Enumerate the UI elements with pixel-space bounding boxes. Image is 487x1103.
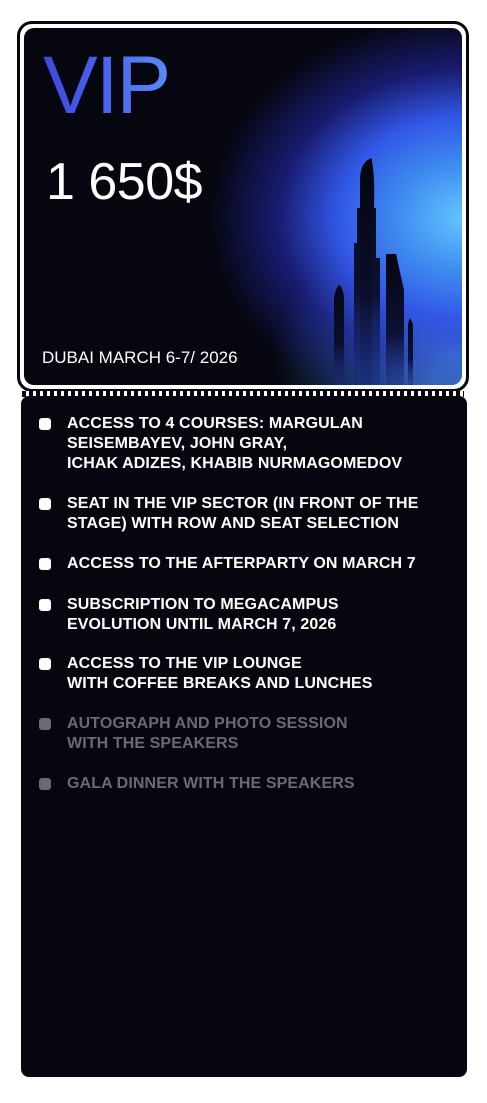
small-tower-shape — [408, 318, 413, 385]
included-bullet-icon — [39, 418, 51, 430]
left-tower-shape — [334, 285, 344, 385]
perk-text: SEAT IN THE VIP SECTOR (IN FRONT OF THE STAGE) WITH ROW AND SEAT SELECTION — [67, 495, 419, 532]
perk-text: AUTOGRAPH AND PHOTO SESSION WITH THE SPEAKERS — [67, 715, 348, 752]
perk-text: GALA DINNER WITH THE SPEAKERS — [67, 775, 355, 792]
perk-text: ACCESS TO 4 COURSES: MARGULAN SEISEMBAYEV, JOHN GRAY, ICHAK ADIZES, KHABIB NURMAGOMEDOV — [67, 415, 403, 472]
excluded-bullet-icon — [39, 718, 51, 730]
ticket-header-card — [17, 21, 469, 392]
ticket-tier-title: VIP — [43, 40, 170, 131]
perk-text: ACCESS TO THE AFTERPARTY ON MARCH 7 — [67, 555, 416, 572]
ticket-header-background — [24, 28, 462, 385]
ticket-price: 1 650$ — [46, 153, 203, 211]
event-location-date: DUBAI MARCH 6-7/ 2026 — [42, 348, 238, 367]
perk-text: ACCESS TO THE VIP LOUNGE WITH COFFEE BREAKS AND LUNCHES — [67, 655, 373, 692]
ticket-perks-card — [21, 396, 467, 1077]
right-tower-shape — [386, 254, 404, 385]
included-bullet-icon — [39, 558, 51, 570]
included-bullet-icon — [39, 658, 51, 670]
included-bullet-icon — [39, 599, 51, 611]
excluded-bullet-icon — [39, 778, 51, 790]
included-bullet-icon — [39, 498, 51, 510]
perk-text: SUBSCRIPTION TO MEGACAMPUS EVOLUTION UNTIL MARCH 7, 2026 — [67, 596, 339, 633]
